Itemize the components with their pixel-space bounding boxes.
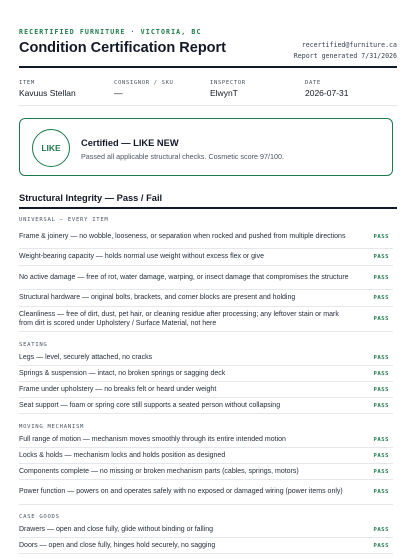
checklist-item	[19, 464, 393, 480]
report-generated: Report generated 7/31/2026	[293, 52, 397, 60]
checklist-item-text: No active damage — free of rot, water damage, warping, or insect damage that compromises the structure	[19, 273, 349, 281]
pass-badge: PASS	[373, 436, 389, 443]
pass-badge: PASS	[373, 526, 389, 533]
checklist-item-text: Doors — open and close fully, hinges hold securely, no sagging	[19, 541, 216, 549]
checklist-item-text: Power function — powers on and operates safely with no exposed or damaged wiring (power items only)	[19, 488, 343, 496]
checklist-item	[19, 432, 393, 448]
meta-date-label: DATE	[305, 80, 321, 86]
structural-checklist	[19, 208, 393, 554]
pass-badge: PASS	[373, 316, 389, 322]
checklist-item-text: Legs — level, securely attached, no cracks	[19, 353, 153, 361]
checklist-item-text: Frame & joinery — no wobble, looseness, or separation when rocked and pushed from multiple directions	[19, 232, 346, 240]
checklist-item	[19, 538, 393, 554]
section-title: Structural Integrity — Pass / Fail	[19, 193, 163, 203]
pass-badge: PASS	[373, 233, 389, 240]
pass-badge: PASS	[373, 386, 389, 393]
meta-item-label: ITEM	[19, 80, 35, 86]
brand-line: RECERTIFIED FURNITURE · VICTORIA, BC	[19, 28, 202, 36]
checklist-item	[19, 290, 393, 307]
page-title: Condition Certification Report	[19, 40, 227, 56]
checklist-item-text: Locks & holds — mechanism locks and holds position as designed	[19, 451, 226, 459]
checklist-group-label: CASE GOODS	[19, 514, 60, 520]
checklist-item-text: Frame under upholstery — no breaks felt or heard under weight	[19, 385, 217, 393]
pass-badge: PASS	[373, 542, 389, 549]
checklist-item	[19, 249, 393, 266]
certification-summary: Passed all applicable structural checks. Cosmetic score 97/100.	[81, 152, 284, 161]
certification-card	[19, 118, 393, 176]
pass-badge: PASS	[373, 468, 389, 475]
header-divider	[19, 66, 397, 68]
meta-consignor-label: CONSIGNOR / SKU	[114, 80, 174, 86]
checklist-item	[19, 398, 393, 414]
pass-badge: PASS	[373, 295, 389, 301]
pass-badge: PASS	[373, 452, 389, 459]
checklist-group-label: MOVING MECHANISM	[19, 424, 85, 430]
checklist-item	[19, 522, 393, 538]
checklist-item	[19, 307, 393, 332]
pass-badge: PASS	[373, 489, 389, 495]
checklist-item	[19, 448, 393, 464]
meta-inspector-value: ElwynT	[210, 88, 238, 98]
checklist-item	[19, 382, 393, 398]
contact-email[interactable]: recertified@furniture.ca	[301, 41, 397, 49]
checklist-item-text: Drawers — open and close fully, glide without binding or falling	[19, 525, 214, 533]
checklist-item-text: Components complete — no missing or broken mechanism parts (cables, springs, motors)	[19, 467, 299, 475]
checklist-group-label: SEATING	[19, 342, 48, 348]
meta-inspector-label: INSPECTOR	[210, 80, 246, 86]
checklist-item	[19, 350, 393, 366]
pass-badge: PASS	[373, 370, 389, 377]
checklist-group-label: UNIVERSAL — EVERY ITEM	[19, 217, 109, 223]
grade-badge: LIKE	[32, 129, 70, 167]
meta-consignor-value: —	[114, 88, 123, 98]
pass-badge: PASS	[373, 274, 389, 281]
checklist-item-text: Springs & suspension — intact, no broken springs or sagging deck	[19, 369, 226, 377]
checklist-item	[19, 366, 393, 382]
meta-divider	[19, 105, 397, 106]
checklist-item	[19, 480, 393, 505]
meta-date-value: 2026-07-31	[305, 88, 349, 98]
certification-heading: Certified — LIKE NEW	[81, 138, 179, 148]
pass-badge: PASS	[373, 254, 389, 260]
meta-item-value: Kavuus Stellan	[19, 88, 76, 98]
checklist-item-text: Full range of motion — mechanism moves smoothly through its entire intended motion	[19, 435, 286, 443]
checklist-item-text: Seat support — foam or spring core still supports a seated person without collapsing	[19, 401, 281, 409]
checklist-item-text: Weight-bearing capacity — holds normal use weight without excess flex or give	[19, 253, 264, 261]
header-right	[294, 40, 397, 62]
checklist-item-text: Structural hardware — original bolts, brackets, and corner blocks are present and holding	[19, 294, 296, 302]
checklist-item	[19, 266, 393, 290]
checklist-item-text: Cleanliness — free of dirt, dust, pet hair, or cleaning residue after processing; any leftover stain or mark from dirt is scored under Upholstery / Surface Material, not here	[19, 310, 339, 327]
report-header	[19, 28, 397, 60]
checklist-item	[19, 225, 393, 249]
pass-badge: PASS	[373, 402, 389, 409]
pass-badge: PASS	[373, 354, 389, 361]
